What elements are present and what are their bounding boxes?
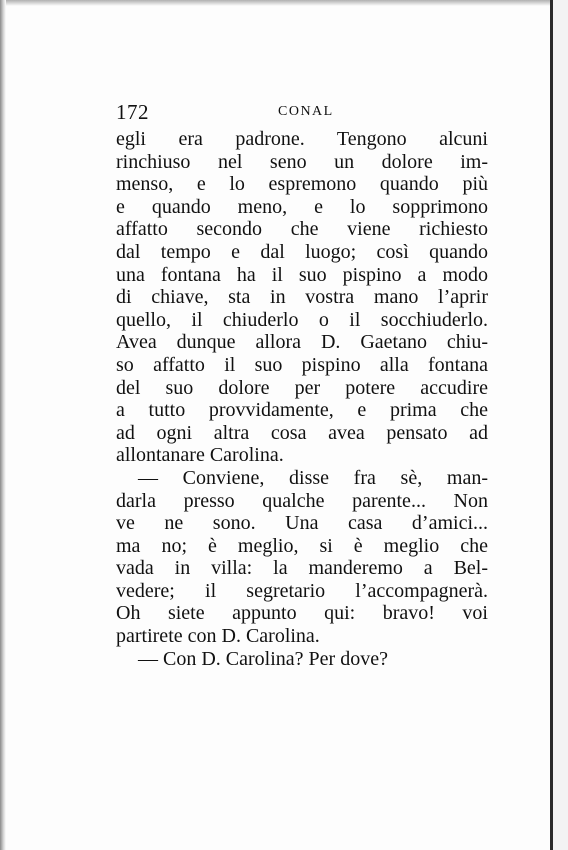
page-left-edge xyxy=(0,0,6,850)
text-line: Avea dunque allora D. Gaetano chiu- xyxy=(116,331,488,354)
text-line: di chiave, sta in vostra mano l’aprir xyxy=(116,286,488,309)
text-line: dal tempo e dal luogo; così quando xyxy=(116,240,488,263)
text-body xyxy=(116,128,488,670)
page-number: 172 xyxy=(116,100,149,124)
text-line: vedere; il segretario l’accompagnerà. xyxy=(116,579,488,602)
text-line: ve ne sono. Una casa d’amici... xyxy=(116,512,488,535)
text-line: ad ogni altra cosa avea pensato ad xyxy=(116,421,488,444)
text-line: vada in villa: la manderemo a Bel- xyxy=(116,557,488,580)
text-line: menso, e lo espremono quando più xyxy=(116,173,488,196)
page-top-edge xyxy=(0,0,568,6)
page-header xyxy=(116,100,488,128)
page-right-margin xyxy=(553,0,568,850)
text-line: — Conviene, disse fra sè, man- xyxy=(138,466,488,489)
text-line: rinchiuso nel seno un dolore im- xyxy=(116,150,488,173)
text-line: a tutto provvidamente, e prima che xyxy=(116,399,488,422)
text-line: — Con D. Carolina? Per dove? xyxy=(138,647,388,670)
text-line: affatto secondo che viene richiesto xyxy=(116,218,488,241)
running-head: CONAL xyxy=(278,104,334,119)
text-line: e quando meno, e lo sopprimono xyxy=(116,195,488,218)
text-line: Oh siete appunto qui: bravo! voi xyxy=(116,602,488,625)
text-line: so affatto il suo pispino alla fontana xyxy=(116,353,488,376)
text-line: darla presso qualche parente... Non xyxy=(116,489,488,512)
text-line: allontanare Carolina. xyxy=(116,444,284,467)
text-line: partirete con D. Carolina. xyxy=(116,625,320,648)
text-line: una fontana ha il suo pispino a modo xyxy=(116,263,488,286)
text-line: egli era padrone. Tengono alcuni xyxy=(116,128,488,150)
text-line: del suo dolore per potere accudire xyxy=(116,376,488,399)
text-line: quello, il chiuderlo o il socchiuderlo. xyxy=(116,308,488,331)
text-line: ma no; è meglio, si è meglio che xyxy=(116,534,488,557)
